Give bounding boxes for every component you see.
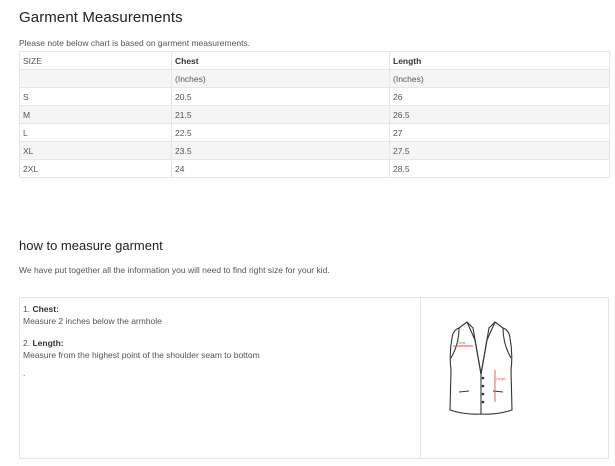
chest-label: Chest	[457, 341, 466, 345]
step-chest-desc: Measure 2 inches below the armhole	[23, 316, 162, 326]
panel-divider	[420, 298, 421, 458]
step-label: Length:	[32, 338, 64, 348]
table-row	[20, 106, 610, 124]
size-cell: S	[20, 88, 172, 106]
how-to-title: how to measure garment	[19, 238, 163, 253]
size-cell: L	[20, 124, 172, 142]
unit-cell: (Inches)	[390, 70, 610, 88]
page-title: Garment Measurements	[19, 9, 183, 26]
step-number: 1.	[23, 304, 31, 314]
trailing-dot: .	[23, 368, 26, 378]
table-row	[20, 142, 610, 160]
chart-note: Please note below chart is based on garment measurements.	[19, 38, 251, 48]
size-table	[19, 51, 610, 178]
table-header-row	[20, 52, 610, 70]
length-cell: 26.5	[390, 106, 610, 124]
length-cell: 28.5	[390, 160, 610, 178]
chest-cell: 23.5	[172, 142, 390, 160]
step-chest-heading	[23, 303, 260, 315]
header-size: SIZE	[20, 52, 172, 70]
measure-panel	[19, 297, 609, 459]
chest-cell: 24	[172, 160, 390, 178]
header-length: Length	[390, 52, 610, 70]
step-length-heading	[23, 337, 260, 349]
step-label: Chest:	[32, 304, 59, 314]
unit-cell: (Inches)	[172, 70, 390, 88]
size-cell: 2XL	[20, 160, 172, 178]
size-cell: XL	[20, 142, 172, 160]
chest-cell: 21.5	[172, 106, 390, 124]
table-row	[20, 160, 610, 178]
size-cell: M	[20, 106, 172, 124]
length-cell: 27.5	[390, 142, 610, 160]
table-row	[20, 88, 610, 106]
step-number: 2.	[23, 338, 31, 348]
table-row	[20, 124, 610, 142]
how-to-note: We have put together all the information you will need to find right size for your kid.	[19, 265, 330, 275]
header-chest: Chest	[172, 52, 390, 70]
chest-cell: 22.5	[172, 124, 390, 142]
length-cell: 26	[390, 88, 610, 106]
step-length-desc: Measure from the highest point of the shoulder seam to bottom	[23, 350, 260, 360]
length-cell: 27	[390, 124, 610, 142]
chest-cell: 20.5	[172, 88, 390, 106]
vest-diagram-icon	[445, 318, 517, 418]
unit-cell	[20, 70, 172, 88]
length-label: Length	[496, 377, 506, 381]
measure-steps	[23, 303, 260, 379]
table-units-row	[20, 70, 610, 88]
